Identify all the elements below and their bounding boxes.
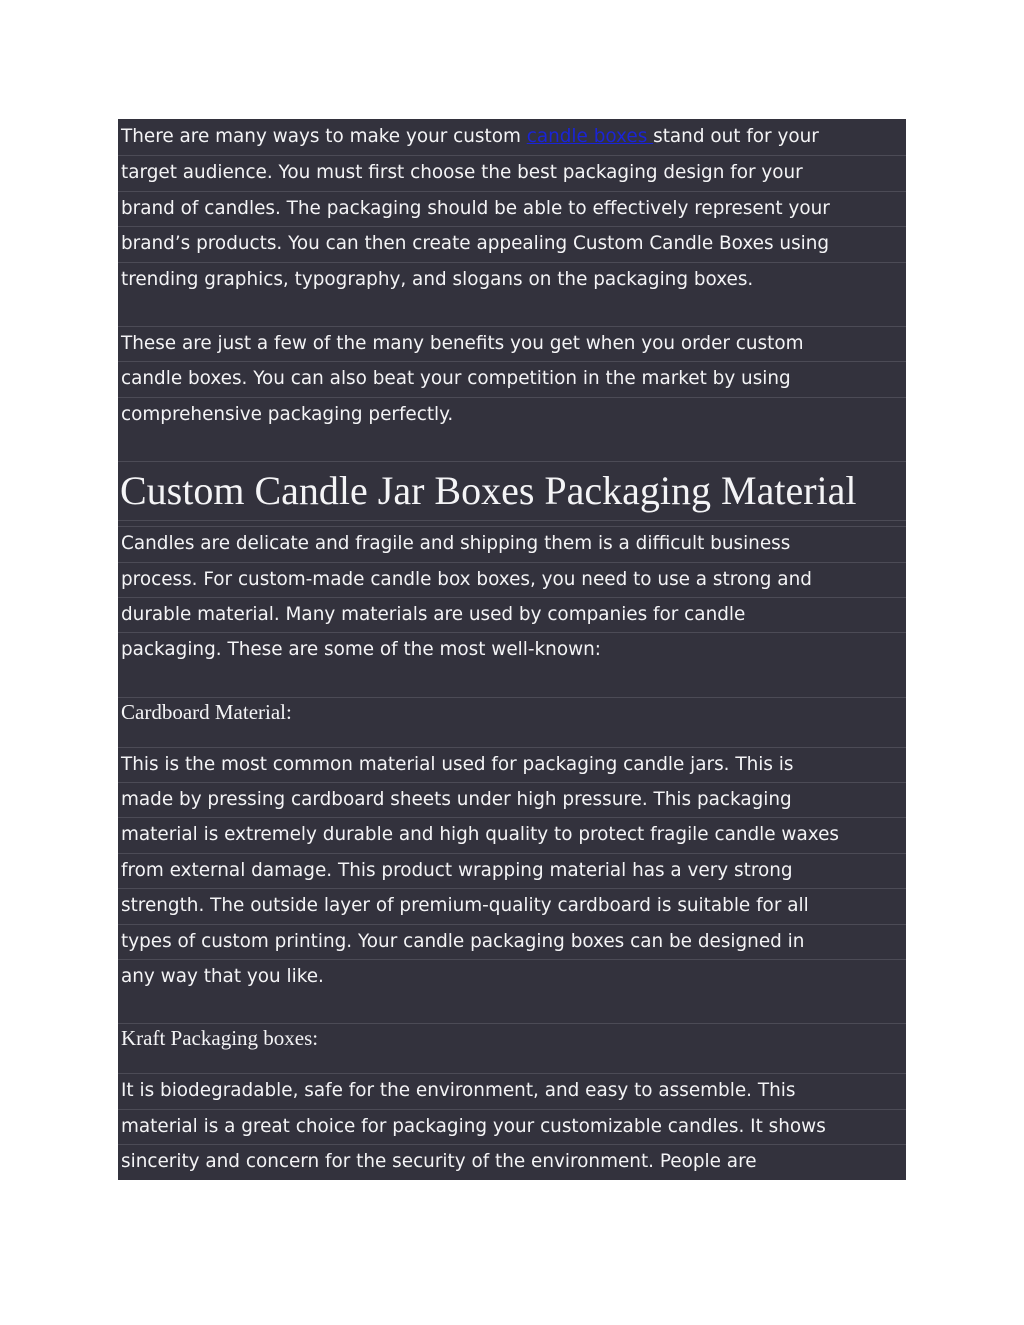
text-line [118,119,906,155]
text-line: It is biodegradable, safe for the environment, and easy to assemble. This [118,1073,906,1108]
text-line: made by pressing cardboard sheets under high pressure. This packaging [118,782,906,817]
text-line: process. For custom-made candle box boxes, you need to use a strong and [118,562,906,597]
text-line: candle boxes. You can also beat your competition in the market by using [118,361,906,396]
paragraph-benefits [118,326,906,432]
paragraph-kraft [118,1073,906,1179]
section-heading: Custom Candle Jar Boxes Packaging Material [118,461,906,521]
subheading-cardboard: Cardboard Material: [118,697,906,747]
text-line: brand’s products. You can then create appealing Custom Candle Boxes using [118,226,906,261]
paragraph-spacer [118,668,906,697]
text-line: any way that you like. [118,959,906,994]
text-segment: stand out for your [653,126,819,147]
text-line: comprehensive packaging perfectly. [118,397,906,432]
text-line: These are just a few of the many benefits you get when you order custom [118,326,906,361]
document-page [118,119,906,1180]
paragraph-spacer [118,994,906,1023]
text-line: material is a great choice for packaging your customizable candles. It shows [118,1109,906,1144]
text-line: durable material. Many materials are used by companies for candle [118,597,906,632]
text-line: trending graphics, typography, and slogans on the packaging boxes. [118,262,906,297]
text-line: types of custom printing. Your candle packaging boxes can be designed in [118,924,906,959]
subheading-kraft: Kraft Packaging boxes: [118,1023,906,1073]
text-line: from external damage. This product wrapping material has a very strong [118,853,906,888]
paragraph-materials-intro [118,526,906,668]
paragraph-intro [118,119,906,297]
text-line: target audience. You must first choose the best packaging design for your [118,155,906,190]
text-line: Candles are delicate and fragile and shipping them is a difficult business [118,526,906,561]
text-line: This is the most common material used for packaging candle jars. This is [118,747,906,782]
paragraph-spacer [118,432,906,461]
text-line: sincerity and concern for the security of the environment. People are [118,1144,906,1179]
paragraph-spacer [118,297,906,326]
text-line: material is extremely durable and high quality to protect fragile candle waxes [118,817,906,852]
text-segment: There are many ways to make your custom [121,126,527,147]
text-line: packaging. These are some of the most well-known: [118,632,906,667]
paragraph-cardboard [118,747,906,995]
text-line: brand of candles. The packaging should be able to effectively represent your [118,191,906,226]
text-line: strength. The outside layer of premium-quality cardboard is suitable for all [118,888,906,923]
candle-boxes-link[interactable]: candle boxes [526,126,654,147]
